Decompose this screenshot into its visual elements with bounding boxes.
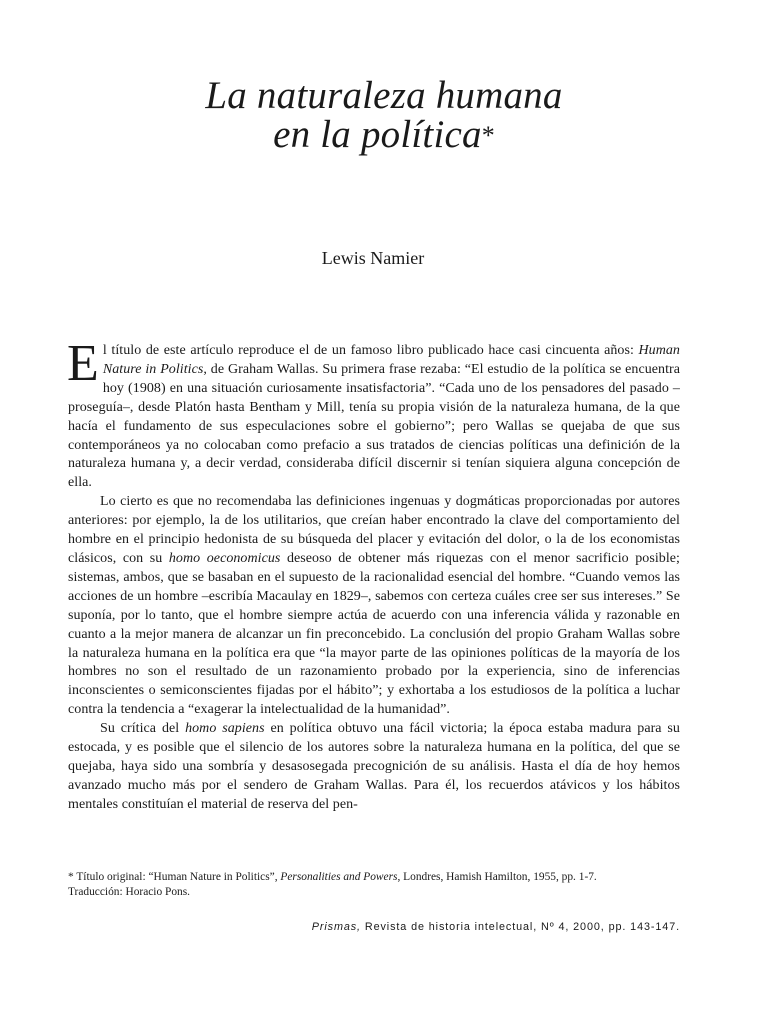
paragraph-3-text-a: Su crítica del [100,721,186,737]
paragraph-1 [67,335,680,493]
paragraph-3-text-b: en política obtuvo una fácil victoria; la época estaba madura para su estocada, y es posible que el silencio de los autores sobre la naturaleza humana en la política, del que se quejaba, haya sido una sombría y desasosegada precognición de su análisis. Hasta el día de hoy hemos avanzado mucho más por el sendero de Graham Wallas. Para él, los recuerdos atávicos y los hábitos mentales constituían el material de reserva del pen- [68,721,680,812]
title-line-1: La naturaleza humana [205,74,563,117]
paragraph-1-text-b: , de Graham Wallas. Su primera frase rezaba: “El estudio de la política se encuentra hoy (1908) en una situación curiosamente insatisfactoria”. “Cada uno de los pensadores del pasado –proseguía–, desde Platón hasta Bentham y Mill, tenía su propia visión de la naturaleza humana, de la que hacía el fundamento de sus especulaciones sobre el gobierno”; pero Wallas se quejaba de que sus contemporáneos ya no colocaban como prefacio a sus tratados de ciencias políticas una definición de la naturaleza humana y, a decir verdad, consideraba difícil discernir si tenían siquiera alguna concepción de ella. [68,361,680,491]
footnote-mark: * [68,871,74,883]
journal-details: Revista de historia intelectual, Nº 4, 2000, pp. 143-147. [360,921,680,933]
paragraph-2-text-b: deseoso de obtener más riquezas con el menor sacrificio posible; sistemas, ambos, que se basaban en el supuesto de la racionalidad esencial del hombre. “Cuando vemos las acciones de un hombre –escribía Macaulay en 1829–, sabemos con certeza cuáles cree ser sus intereses.” Se suponía, por lo tanto, que el hombre siempre actúa de acuerdo con una inferencia válida y razonable en cuanto a la mejor manera de alcanzar un fin preconcebido. La conclusión del propio Graham Wallas sobre la naturaleza humana en la política era que “la mayor parte de las opiniones políticas de la mayoría de los hombres no son el resultado de un razonamiento probado por la experiencia, sino de inferencias inconscientes o semiconscientes fijadas por el hábito”; y exhortaba a los estudiosos de la política a luchar contra la tendencia a “exagerar la intelectualidad de la humanidad”. [68,550,680,718]
footnote-text-b: , Londres, Hamish Hamilton, 1955, pp. 1-7. [397,871,597,883]
footnote-translation-line: Traducción: Horacio Pons. [68,886,191,898]
author-name: Lewis Namier [321,248,425,268]
title-line-2 [0,115,768,154]
latin-term: homo oeconomicus [168,550,281,566]
paragraph-2 [68,493,680,720]
paragraph-1-text-a: l título de este artículo reproduce el de un famoso libro publicado hace casi cincuenta años: [102,343,639,358]
drop-cap: E [67,335,99,392]
journal-citation [312,921,680,933]
footnote-source-line [68,870,680,885]
book-title: Human Nature in Politics [102,343,680,377]
title-footnote-mark: * [481,121,495,150]
title-line-2-text: en la política [273,113,482,156]
footnote-book-title: Personalities and Powers [280,871,398,883]
footnote-text-a: Título original: “Human Nature in Politics”, [73,871,281,883]
article-body [67,335,680,815]
journal-name: Prismas, [311,921,361,933]
latin-term: homo sapiens [185,721,265,737]
article-title [0,76,768,154]
footnote [68,870,680,900]
paragraph-2-text-a: Lo cierto es que no recomendaba las definiciones ingenuas y dogmáticas proporcionadas por autores anteriores: por ejemplo, la de los utilitarios, que creían haber encontrado la clave del comportamiento del hombre en el principio hedonista de su búsqueda del placer y evitación del dolor, o la de los economistas clásicos, con su [68,494,680,566]
paragraph-3 [68,720,680,815]
